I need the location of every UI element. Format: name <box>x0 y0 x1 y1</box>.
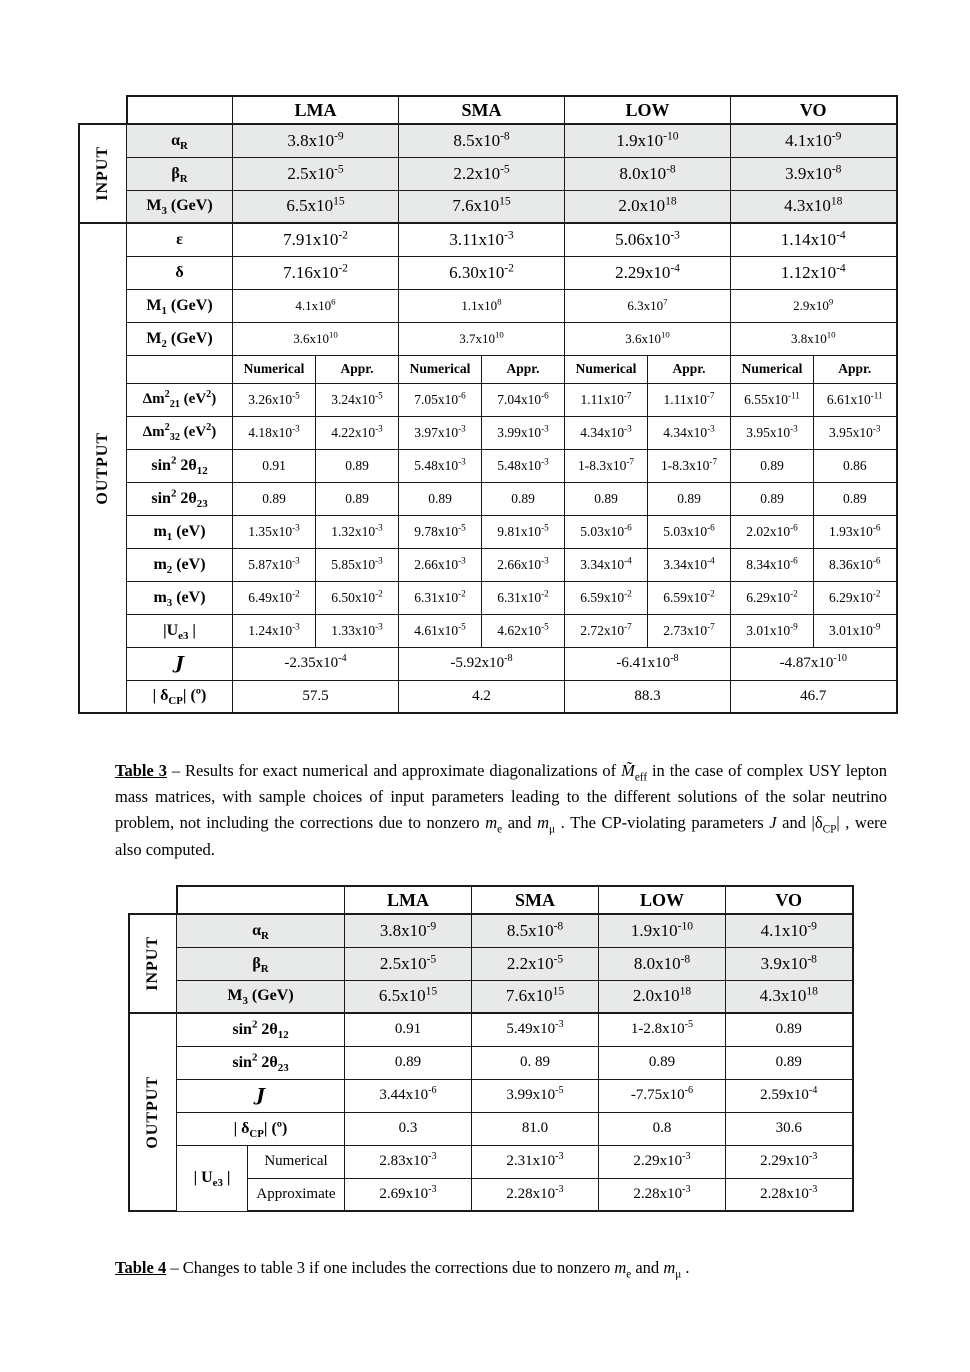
subheader-cell: Numerical <box>731 355 814 383</box>
subheader-cell: Appr. <box>648 355 731 383</box>
row-label: $\sin^2 2\theta_{12}$ <box>177 1013 345 1046</box>
table-row-alpha <box>129 914 853 947</box>
value-cell: $8.0x10^{-8}$ <box>565 157 731 190</box>
value-cell: 0.89 <box>316 449 399 482</box>
row-label: $\Delta m^2_{32}$ $(eV^2)$ <box>127 416 233 449</box>
row-label: $\sin^2 2\theta_{23}$ <box>127 482 233 515</box>
value-cell: $7.6x10^{15}$ <box>472 980 599 1013</box>
table-row-dm32 <box>79 416 897 449</box>
value-cell: $5.49x10^{-3}$ <box>472 1013 599 1046</box>
value-cell: $2.73x10^{-7}$ <box>648 614 731 647</box>
output-band-label: OUTPUT <box>144 1075 161 1149</box>
output-band-cell <box>129 1013 177 1211</box>
output-band-label: OUTPUT <box>94 431 111 505</box>
column-header-low: LOW <box>599 886 726 914</box>
value-cell: 0.89 <box>565 482 648 515</box>
value-cell: $6.5x10^{15}$ <box>233 190 399 223</box>
value-cell: $5.03x10^{-6}$ <box>565 515 648 548</box>
value-cell: $7.6x10^{15}$ <box>399 190 565 223</box>
table-row-m1 <box>79 515 897 548</box>
value-cell: 88.3 <box>565 680 731 713</box>
row-label: $\alpha_R$ <box>177 914 345 947</box>
table4-header-row <box>129 886 853 914</box>
table4-caption <box>115 1255 915 1281</box>
value-cell: $4.61x10^{-5}$ <box>399 614 482 647</box>
column-header-lma: LMA <box>233 96 399 124</box>
value-cell: 0.89 <box>599 1046 726 1079</box>
row-label: $|U_{e3}$ | <box>127 614 233 647</box>
row-label-header <box>127 96 233 124</box>
value-cell: $5.48x10^{-3}$ <box>399 449 482 482</box>
value-cell: $2.0x10^{18}$ <box>565 190 731 223</box>
subheader-cell: Appr. <box>316 355 399 383</box>
input-band-cell <box>129 914 177 1013</box>
value-cell: $7.91x10^{-2}$ <box>233 223 399 256</box>
table-row-s12 <box>129 1013 853 1046</box>
value-cell: 0.89 <box>316 482 399 515</box>
corner-spacer <box>129 886 177 914</box>
value-cell: $4.18x10^{-3}$ <box>233 416 316 449</box>
table-row-ue3-numerical <box>129 1145 853 1178</box>
row-label: | $\delta_{CP}|$ (º) <box>177 1112 345 1145</box>
value-cell: $1.93x10^{-6}$ <box>814 515 897 548</box>
value-cell: $4.34x10^{-3}$ <box>648 416 731 449</box>
value-cell: $3.97x10^{-3}$ <box>399 416 482 449</box>
value-cell: 0.91 <box>345 1013 472 1046</box>
value-cell: $3.44x10^{-6}$ <box>345 1079 472 1112</box>
table-row-beta <box>129 947 853 980</box>
value-cell: 0.89 <box>399 482 482 515</box>
value-cell: $2.29x10^{-4}$ <box>565 256 731 289</box>
subheader-cell: Numerical <box>399 355 482 383</box>
value-cell: $6.49x10^{-2}$ <box>233 581 316 614</box>
value-cell: $6.3x10^7$ <box>565 289 731 322</box>
value-cell: 4.2 <box>399 680 565 713</box>
value-cell: $6.5x10^{15}$ <box>345 980 472 1013</box>
value-cell: $1.1x10^8$ <box>399 289 565 322</box>
value-cell: $4.34x10^{-3}$ <box>565 416 648 449</box>
row-label-header <box>177 886 345 914</box>
table-row-s12 <box>79 449 897 482</box>
value-cell: $3.24x10^{-5}$ <box>316 383 399 416</box>
value-cell: $5.06x10^{-3}$ <box>565 223 731 256</box>
value-cell: $1-8.3x10^{-7}$ <box>648 449 731 482</box>
input-band-label: INPUT <box>144 936 161 991</box>
value-cell: $6.59x10^{-2}$ <box>565 581 648 614</box>
value-cell: 46.7 <box>731 680 897 713</box>
row-label: $\beta_R$ <box>127 157 233 190</box>
value-cell: $3.01x10^{-9}$ <box>731 614 814 647</box>
table-row-eps <box>79 223 897 256</box>
value-cell: $3.99x10^{-3}$ <box>482 416 565 449</box>
value-cell: $3.8x10^{-9}$ <box>233 124 399 157</box>
value-cell: $1.33x10^{-3}$ <box>316 614 399 647</box>
value-cell: $1.24x10^{-3}$ <box>233 614 316 647</box>
value-cell: $1-8.3x10^{-7}$ <box>565 449 648 482</box>
column-header-sma: SMA <box>472 886 599 914</box>
value-cell: $2.66x10^{-3}$ <box>399 548 482 581</box>
value-cell: $4.3x10^{18}$ <box>726 980 853 1013</box>
value-cell: $-7.75x10^{-6}$ <box>599 1079 726 1112</box>
value-cell: $-6.41x10^{-8}$ <box>565 647 731 680</box>
value-cell: $4.3x10^{18}$ <box>731 190 897 223</box>
row-label: | $U_{e3}$ | <box>177 1145 248 1211</box>
value-cell: $2.83x10^{-3}$ <box>345 1145 472 1178</box>
table3-caption-label: Table 3 <box>115 760 167 780</box>
row-label: $\sin^2 2\theta_{12}$ <box>127 449 233 482</box>
table-row-delta <box>79 256 897 289</box>
row-label: $m_3$ (eV) <box>127 581 233 614</box>
row-label: $M_3$ (GeV) <box>127 190 233 223</box>
row-label: ε <box>127 223 233 256</box>
row-label: $\alpha_R$ <box>127 124 233 157</box>
value-cell: $2.72x10^{-7}$ <box>565 614 648 647</box>
value-cell: 0.89 <box>731 482 814 515</box>
value-cell: $5.03x10^{-6}$ <box>648 515 731 548</box>
value-cell: $2.29x10^{-3}$ <box>726 1145 853 1178</box>
value-cell: $-2.35x10^{-4}$ <box>233 647 399 680</box>
row-label <box>127 355 233 383</box>
value-cell: $1.11x10^{-7}$ <box>565 383 648 416</box>
table3 <box>78 95 898 714</box>
value-cell: $2.28x10^{-3}$ <box>599 1178 726 1211</box>
subheader-cell: Numerical <box>565 355 648 383</box>
value-cell: $9.78x10^{-5}$ <box>399 515 482 548</box>
table-row-s23 <box>129 1046 853 1079</box>
value-cell: $3.34x10^{-4}$ <box>565 548 648 581</box>
table4-caption-text: – Changes to table 3 if one includes the corrections due to nonzero $m_e$ and $m_\mu$ . <box>170 1257 690 1280</box>
value-cell: 0.86 <box>814 449 897 482</box>
row-label: $m_1$ (eV) <box>127 515 233 548</box>
table3-caption <box>115 758 887 864</box>
value-cell: $4.1x10^6$ <box>233 289 399 322</box>
value-cell: $6.31x10^{-2}$ <box>482 581 565 614</box>
input-band-label: INPUT <box>94 146 111 201</box>
value-cell: 0.89 <box>814 482 897 515</box>
value-cell: 0.89 <box>648 482 731 515</box>
value-cell: $8.5x10^{-8}$ <box>472 914 599 947</box>
table-row-m2gev <box>79 322 897 355</box>
value-cell: $5.48x10^{-3}$ <box>482 449 565 482</box>
column-header-low: LOW <box>565 96 731 124</box>
value-cell: $3.6x10^{10}$ <box>233 322 399 355</box>
row-label: J <box>177 1079 345 1112</box>
row-label: $M_3$ (GeV) <box>177 980 345 1013</box>
row-label: δ <box>127 256 233 289</box>
value-cell: $3.7x10^{10}$ <box>399 322 565 355</box>
value-cell: 0.89 <box>345 1046 472 1079</box>
value-cell: $6.50x10^{-2}$ <box>316 581 399 614</box>
row-label: $M_2$ (GeV) <box>127 322 233 355</box>
value-cell: $6.29x10^{-2}$ <box>731 581 814 614</box>
value-cell: $4.62x10^{-5}$ <box>482 614 565 647</box>
row-label: $m_2$ (eV) <box>127 548 233 581</box>
value-cell: $2.2x10^{-5}$ <box>472 947 599 980</box>
value-cell: 0.89 <box>731 449 814 482</box>
value-cell: 0.89 <box>233 482 316 515</box>
value-cell: $1.12x10^{-4}$ <box>731 256 897 289</box>
value-cell: 0.8 <box>599 1112 726 1145</box>
value-cell: $6.55x10^{-11}$ <box>731 383 814 416</box>
value-cell: $3.11x10^{-3}$ <box>399 223 565 256</box>
value-cell: $6.29x10^{-2}$ <box>814 581 897 614</box>
value-cell: $2.28x10^{-3}$ <box>472 1178 599 1211</box>
value-cell: $8.34x10^{-6}$ <box>731 548 814 581</box>
value-cell: $7.04x10^{-6}$ <box>482 383 565 416</box>
value-cell: $7.05x10^{-6}$ <box>399 383 482 416</box>
value-cell: $3.95x10^{-3}$ <box>814 416 897 449</box>
table4-container <box>128 885 854 1212</box>
table-row-ue3 <box>79 614 897 647</box>
value-cell: $7.16x10^{-2}$ <box>233 256 399 289</box>
value-cell: $6.30x10^{-2}$ <box>399 256 565 289</box>
input-band-cell <box>79 124 127 223</box>
value-cell: $4.22x10^{-3}$ <box>316 416 399 449</box>
table-row-dcp <box>129 1112 853 1145</box>
table-row-beta <box>79 157 897 190</box>
table-row-alpha <box>79 124 897 157</box>
value-cell: $1.11x10^{-7}$ <box>648 383 731 416</box>
value-cell: $2.2x10^{-5}$ <box>399 157 565 190</box>
value-cell: $2.69x10^{-3}$ <box>345 1178 472 1211</box>
value-cell: 0.89 <box>482 482 565 515</box>
value-cell: $2.9x10^9$ <box>731 289 897 322</box>
value-cell: 0.91 <box>233 449 316 482</box>
value-cell: $2.0x10^{18}$ <box>599 980 726 1013</box>
table4 <box>128 885 854 1212</box>
sub-row-label: Approximate <box>248 1178 345 1211</box>
value-cell: $3.9x10^{-8}$ <box>726 947 853 980</box>
value-cell: $8.5x10^{-8}$ <box>399 124 565 157</box>
row-label: $\beta_R$ <box>177 947 345 980</box>
value-cell: $-5.92x10^{-8}$ <box>399 647 565 680</box>
value-cell: $5.85x10^{-3}$ <box>316 548 399 581</box>
column-header-lma: LMA <box>345 886 472 914</box>
table3-caption-text: – Results for exact numerical and approximate diagonalizations of $M̃_{eff}$ in the case of complex USY lepton mass matrices, with sample choices of input parameters leading to the different solutions of the solar neutrino problem, not including the corrections due to nonzero $m_e$ and $m_\mu$ . The CP-violating parameters J and $|\delta_{CP}|$ , were also computed. <box>115 760 887 859</box>
value-cell: $3.01x10^{-9}$ <box>814 614 897 647</box>
row-label: $\Delta m^2_{21}$ $(eV^2)$ <box>127 383 233 416</box>
column-header-vo: VO <box>726 886 853 914</box>
value-cell: $3.26x10^{-5}$ <box>233 383 316 416</box>
value-cell: 81.0 <box>472 1112 599 1145</box>
value-cell: $3.99x10^{-5}$ <box>472 1079 599 1112</box>
value-cell: $1.9x10^{-10}$ <box>599 914 726 947</box>
column-header-sma: SMA <box>399 96 565 124</box>
value-cell: $3.8x10^{10}$ <box>731 322 897 355</box>
value-cell: $1.35x10^{-3}$ <box>233 515 316 548</box>
value-cell: $4.1x10^{-9}$ <box>726 914 853 947</box>
value-cell: $2.31x10^{-3}$ <box>472 1145 599 1178</box>
row-label: $\sin^2 2\theta_{23}$ <box>177 1046 345 1079</box>
value-cell: $6.31x10^{-2}$ <box>399 581 482 614</box>
table3-header-row <box>79 96 897 124</box>
value-cell: $9.81x10^{-5}$ <box>482 515 565 548</box>
value-cell: $8.36x10^{-6}$ <box>814 548 897 581</box>
value-cell: $1.9x10^{-10}$ <box>565 124 731 157</box>
subheader-cell: Appr. <box>482 355 565 383</box>
value-cell: 0.89 <box>726 1013 853 1046</box>
value-cell: $8.0x10^{-8}$ <box>599 947 726 980</box>
table-row-s23 <box>79 482 897 515</box>
value-cell: $1.14x10^{-4}$ <box>731 223 897 256</box>
table-row-m3 <box>79 581 897 614</box>
column-header-vo: VO <box>731 96 897 124</box>
value-cell: $3.8x10^{-9}$ <box>345 914 472 947</box>
subheader-cell: Numerical <box>233 355 316 383</box>
table-row-m1gev <box>79 289 897 322</box>
value-cell: 0.89 <box>726 1046 853 1079</box>
table-row-jcp <box>79 647 897 680</box>
table-row-m2 <box>79 548 897 581</box>
subheader-cell: Appr. <box>814 355 897 383</box>
value-cell: 0. 89 <box>472 1046 599 1079</box>
value-cell: $3.34x10^{-4}$ <box>648 548 731 581</box>
value-cell: 30.6 <box>726 1112 853 1145</box>
table-row-jcp <box>129 1079 853 1112</box>
value-cell: 57.5 <box>233 680 399 713</box>
row-label: J <box>127 647 233 680</box>
value-cell: $6.61x10^{-11}$ <box>814 383 897 416</box>
table-row-m3gev <box>129 980 853 1013</box>
value-cell: $3.6x10^{10}$ <box>565 322 731 355</box>
table3-subheader-row <box>79 355 897 383</box>
table-row-dm21 <box>79 383 897 416</box>
value-cell: $2.5x10^{-5}$ <box>345 947 472 980</box>
value-cell: $1-2.8x10^{-5}$ <box>599 1013 726 1046</box>
value-cell: $-4.87x10^{-10}$ <box>731 647 897 680</box>
row-label: $M_1$ (GeV) <box>127 289 233 322</box>
table-row-m3gev <box>79 190 897 223</box>
table4-caption-label: Table 4 <box>115 1257 167 1277</box>
value-cell: $5.87x10^{-3}$ <box>233 548 316 581</box>
value-cell: $2.29x10^{-3}$ <box>599 1145 726 1178</box>
sub-row-label: Numerical <box>248 1145 345 1178</box>
value-cell: $2.66x10^{-3}$ <box>482 548 565 581</box>
value-cell: 0.3 <box>345 1112 472 1145</box>
value-cell: $1.32x10^{-3}$ <box>316 515 399 548</box>
output-band-cell <box>79 223 127 713</box>
value-cell: $3.95x10^{-3}$ <box>731 416 814 449</box>
value-cell: $3.9x10^{-8}$ <box>731 157 897 190</box>
value-cell: $2.5x10^{-5}$ <box>233 157 399 190</box>
corner-spacer <box>79 96 127 124</box>
table3-container <box>78 95 898 714</box>
value-cell: $2.59x10^{-4}$ <box>726 1079 853 1112</box>
value-cell: $2.28x10^{-3}$ <box>726 1178 853 1211</box>
row-label: | $\delta_{CP}|$ (º) <box>127 680 233 713</box>
table-row-dcp <box>79 680 897 713</box>
value-cell: $6.59x10^{-2}$ <box>648 581 731 614</box>
value-cell: $2.02x10^{-6}$ <box>731 515 814 548</box>
value-cell: $4.1x10^{-9}$ <box>731 124 897 157</box>
